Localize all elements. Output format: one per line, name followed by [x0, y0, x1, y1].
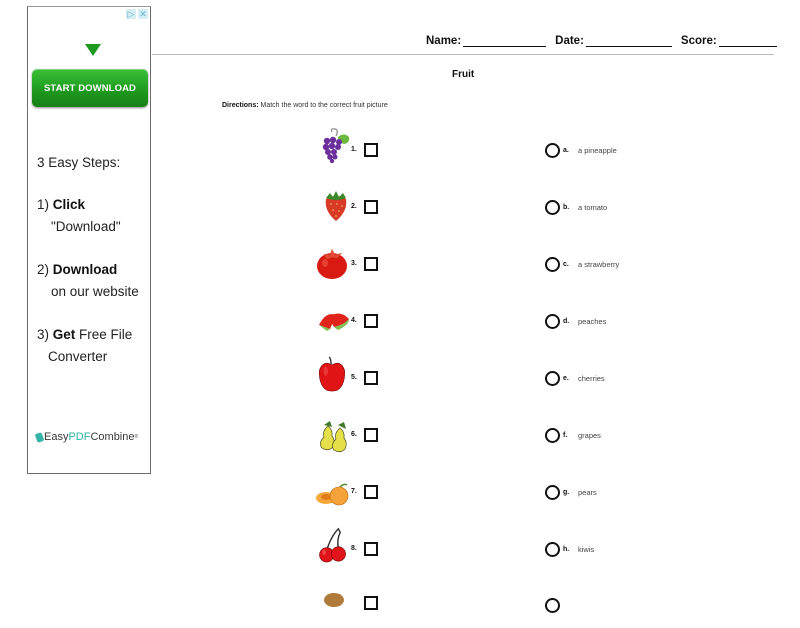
name-field: Name:: [426, 35, 555, 47]
answer-box-7[interactable]: [364, 485, 378, 499]
strawberry-picture: [318, 189, 354, 225]
answer-box-3[interactable]: [364, 257, 378, 271]
question-number: 3.: [351, 260, 357, 267]
apple-picture: [314, 356, 350, 392]
answer-option-c: c. a strawberry: [545, 256, 619, 272]
grapes-picture: [318, 128, 354, 164]
radio-f[interactable]: [545, 428, 560, 443]
close-icon[interactable]: ✕: [139, 9, 147, 19]
ad-choices-icon[interactable]: ▷: [127, 9, 135, 19]
down-arrow-icon: [85, 44, 101, 56]
watermelon-picture: [316, 303, 352, 339]
score-blank: [719, 35, 777, 47]
header-divider: [152, 54, 774, 55]
answer-box-4[interactable]: [364, 314, 378, 328]
question-number: 7.: [351, 488, 357, 495]
tomato-picture: [314, 245, 350, 281]
answer-box-5[interactable]: [364, 371, 378, 385]
date-field: Date:: [555, 35, 681, 47]
answer-option-a: a. a pineapple: [545, 142, 617, 158]
worksheet-header: [426, 35, 777, 47]
question-number: 5.: [351, 374, 357, 381]
answer-box-8[interactable]: [364, 542, 378, 556]
worksheet-title: Fruit: [452, 69, 475, 80]
peaches-picture: [314, 477, 350, 513]
ad-steps: [37, 152, 149, 389]
question-number: 6.: [351, 431, 357, 438]
pears-picture: [316, 419, 352, 455]
radio-e[interactable]: [545, 371, 560, 386]
date-blank: [586, 35, 672, 47]
radio-d[interactable]: [545, 314, 560, 329]
easypdfcombine-logo[interactable]: Easy PDF Combine ®: [36, 431, 138, 443]
lock-icon: [35, 432, 45, 443]
ad-step-1: 1) Click "Download": [37, 197, 121, 234]
radio-c[interactable]: [545, 257, 560, 272]
answer-option-h: h. kiwis: [545, 541, 594, 557]
answer-option-partial: [545, 597, 560, 613]
partial-picture: [318, 592, 354, 628]
answer-box-9[interactable]: [364, 596, 378, 610]
score-field: Score:: [681, 35, 777, 47]
answer-option-d: d. peaches: [545, 313, 606, 329]
radio-g[interactable]: [545, 485, 560, 500]
answer-option-f: f. grapes: [545, 427, 601, 443]
radio-a[interactable]: [545, 143, 560, 158]
answer-option-e: e. cherries: [545, 370, 605, 386]
answer-box-1[interactable]: [364, 143, 378, 157]
question-number: 8.: [351, 545, 357, 552]
cherries-picture: [315, 527, 351, 563]
radio-b[interactable]: [545, 200, 560, 215]
answer-box-6[interactable]: [364, 428, 378, 442]
ad-step-2: 2) Download on our website: [37, 262, 139, 299]
question-number: 1.: [351, 146, 357, 153]
radio-h[interactable]: [545, 542, 560, 557]
start-download-button[interactable]: START DOWNLOAD: [32, 69, 148, 107]
ad-steps-title: 3 Easy Steps:: [37, 155, 121, 170]
name-blank: [463, 35, 546, 47]
answer-option-g: g. pears: [545, 484, 597, 500]
question-number: 4.: [351, 317, 357, 324]
ad-choices[interactable]: [126, 9, 148, 19]
ad-step-3: 3) Get Free File Converter: [37, 327, 133, 364]
answer-option-b: b. a tomato: [545, 199, 607, 215]
answer-box-2[interactable]: [364, 200, 378, 214]
question-number: 2.: [351, 203, 357, 210]
directions: Directions: Match the word to the correct fruit picture: [222, 102, 388, 109]
ad-panel: [27, 6, 151, 474]
